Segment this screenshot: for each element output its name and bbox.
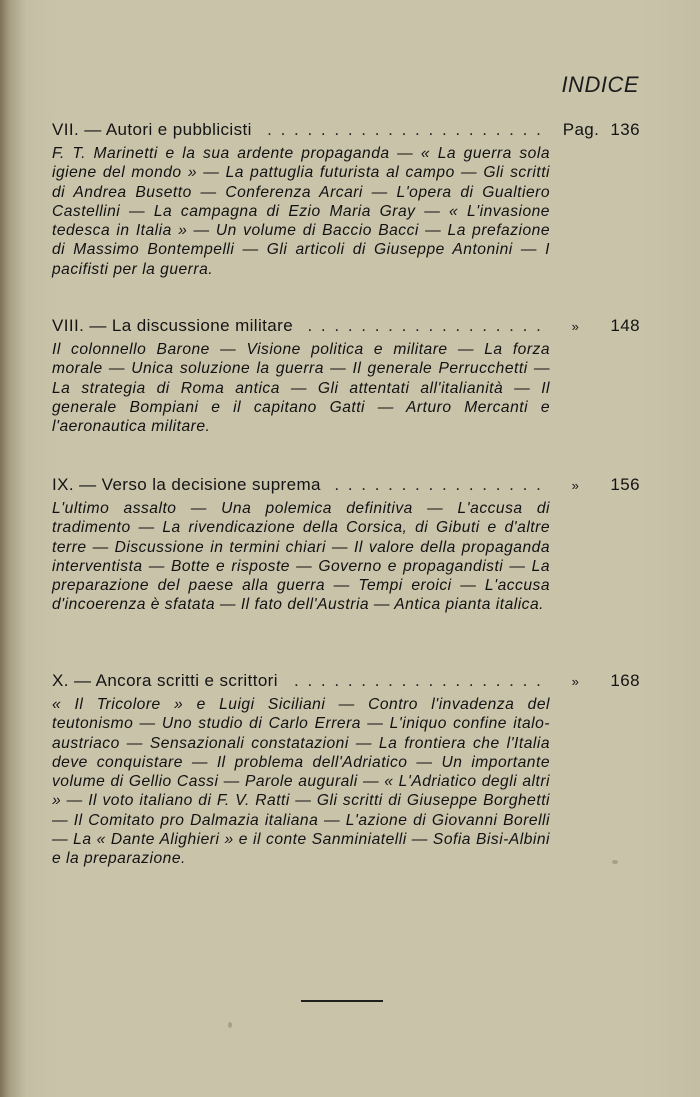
paper-stain: [228, 1022, 232, 1028]
chapter-number: VIII.: [52, 316, 85, 335]
entry-heading-text: [52, 669, 284, 693]
chapter-number: IX.: [52, 475, 74, 494]
chapter-title: — La discussione militare: [89, 316, 294, 335]
page-number: 168: [610, 671, 640, 690]
page-number: 136: [610, 120, 640, 139]
entry-heading: [52, 473, 640, 497]
page-prefix: »: [571, 319, 580, 334]
index-entry-x: [52, 669, 640, 869]
chapter-title: — Autori e pubblicisti: [84, 120, 252, 139]
page-prefix: Pag.: [562, 120, 600, 139]
page-reference: [564, 314, 640, 339]
page-number: 148: [610, 316, 640, 335]
entry-summary: F. T. Marinetti e la sua ardente propaganda — « La guerra sola igiene del mondo » — La pattuglia futurista al campo — Gli scritti di Andrea Busetto — Conferenza Arcari — L'opera di Gualtiero Castellini — La campagna di Ezio Maria Gray — « L'invasione tedesca in Italia » — Un volume di Baccio Bacci — La prefazione di Massimo Bontempelli — Gli articoli di Giuseppe Antonini — I pacifisti per la guerra.: [52, 145, 550, 278]
chapter-number: X.: [52, 671, 69, 690]
page-prefix: »: [571, 674, 580, 689]
chapter-title: — Verso la decisione suprema: [79, 475, 321, 494]
closing-rule: [301, 1000, 383, 1002]
entry-heading-text: [52, 314, 299, 338]
entry-heading-text: [52, 473, 327, 497]
index-entry-ix: [52, 473, 640, 615]
page-prefix: »: [571, 478, 580, 493]
entry-heading-text: [52, 118, 258, 142]
entry-heading: [52, 118, 640, 142]
entry-heading: [52, 314, 640, 338]
entry-summary: Il colonnello Barone — Visione politica e militare — La forza morale — Unica soluzione la guerra — Il generale Perrucchetti — La strategia di Roma antica — Gli attentati all'italianità — Il generale Bompiani e il capitano Gatti — Arturo Mercanti e l'aeronautica militare.: [52, 341, 550, 436]
page-reference: [555, 118, 640, 142]
entry-summary: « Il Tricolore » e Luigi Siciliani — Contro l'invadenza del teutonismo — Uno studio di Carlo Errera — L'iniquo confine italo-austriaco — Sensazionali constatazioni — La frontiera che l'Italia deve conquistare — Il problema dell'Adriatico — Un importante volume di Gellio Cassi — Parole augurali — « L'Adriatico degli altri » — Il voto italiano di F. V. Ratti — Gli scritti di Giuseppe Borghetti — Il Comitato pro Dalmazia italiana — L'azione di Giovanni Borelli — La « Dante Alighieri » e il conte Sanminiatelli — Sofia Bisi-Albini e la preparazione.: [52, 696, 550, 868]
page-reference: [564, 473, 640, 498]
entry-heading: [52, 669, 640, 693]
entry-summary: L'ultimo assalto — Una polemica definitiva — L'accusa di tradimento — La rivendicazione della Corsica, di Gibuti e d'altre terre — Discussione in termini chiari — Il valore della propaganda interventista — Botte e risposte — Governo e propagandisti — La preparazione del paese alla guerra — Tempi eroici — L'accusa d'incoerenza è sfatata — Il fato dell'Austria — Antica pianta italica.: [52, 500, 550, 614]
chapter-number: VII.: [52, 120, 80, 139]
index-entry-viii: [52, 314, 640, 436]
page-number: 156: [610, 475, 640, 494]
page-header-title: INDICE: [561, 72, 639, 97]
page-reference: [564, 669, 640, 694]
index-entry-vii: [52, 118, 640, 279]
chapter-title: — Ancora scritti e scrittori: [74, 671, 278, 690]
